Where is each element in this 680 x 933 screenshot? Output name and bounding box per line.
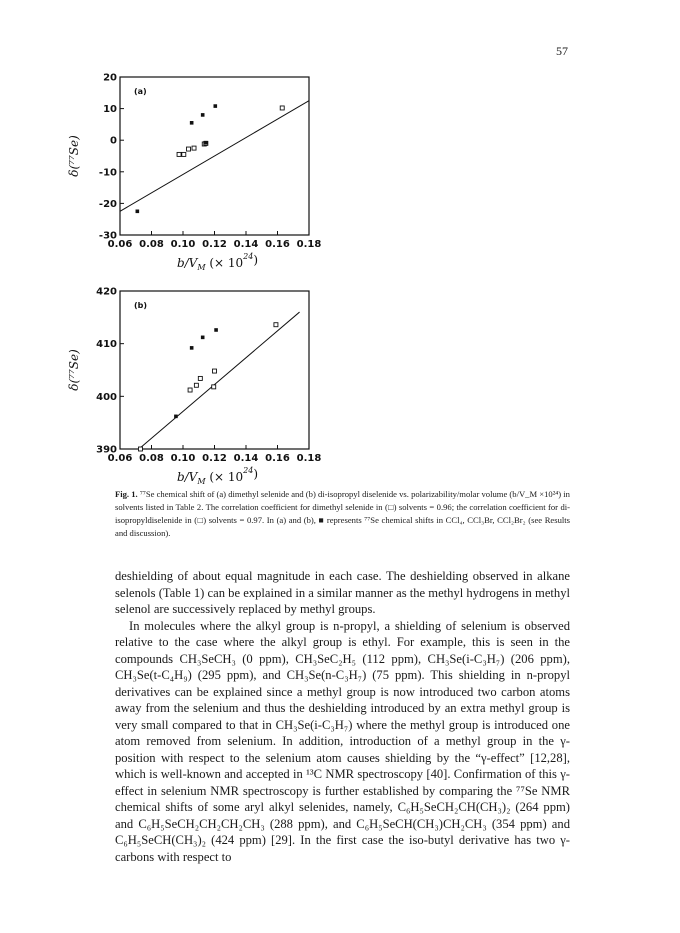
filled-point [214,328,218,332]
filled-point [190,346,194,350]
x-axis-label [177,252,258,272]
x-tick-label: 0.08 [139,453,164,464]
filled-point [213,104,217,108]
y-tick-label: 0 [110,135,117,147]
y-tick-label: -20 [98,198,117,210]
filled-point [204,141,208,145]
filled-point [136,210,140,214]
filled-point [190,121,194,125]
x-axis-label [177,466,258,486]
x-tick-label: 0.16 [265,453,290,464]
x-tick-label: 0.08 [139,239,164,250]
open-square-point [280,106,284,110]
x-axis-label-part: M [197,477,206,486]
panel-label: (b) [134,301,148,310]
y-axis-label: δ(⁷⁷Se) [67,349,81,391]
open-square-point [213,369,217,373]
panel-label: (a) [134,87,147,96]
open-square-point [182,152,186,156]
body-text [115,568,570,865]
x-axis-label-part: M [197,263,206,272]
y-tick-label: 20 [103,72,117,84]
y-tick-label: 410 [96,339,117,351]
x-axis-label-part: 24 [243,252,254,261]
open-square-point [212,385,216,389]
open-square-point [177,152,181,156]
x-tick-label: 0.10 [170,239,196,250]
page-number: 57 [556,44,568,58]
x-axis-label-part: b/V [176,470,198,484]
y-tick-label: 390 [96,444,117,456]
paragraph: deshielding of about equal magnitude in each case. The deshielding observed in alkane selenols (Table 1) can be explained in a similar manner as the methyl hydrogens in methyl selenol are successively replaced by methyl groups. [115,569,570,616]
y-tick-label: 10 [103,104,117,116]
open-square-point [274,323,278,327]
figure-1a-scatter-plot [0,60,680,272]
open-square-point [187,147,191,151]
figure-1b-scatter-plot [0,274,680,486]
x-tick-label: 0.16 [265,239,290,250]
x-axis-label-part: ) [253,467,259,481]
x-tick-label: 0.06 [107,239,133,250]
open-square-point [188,388,192,392]
y-tick-label: 400 [96,391,117,403]
regression-line [120,101,309,212]
x-axis-label-part: (× 10 [205,470,244,484]
caption-text: ⁷⁷Se chemical shift of (a) dimethyl selenide and (b) di-isopropyl diselenide vs. polarizability/molar volume (b/V_M ×10²⁴) in solvents listed in Table 2. The correlation coefficient for dimethyl selenide in (□) solvents = 0.96; the correlation coefficient for di-isopropyldiselenide in (□) solvents = 0.97. In (a) and (b), ■ represents ⁷⁷Se chemical shifts in CCl₄, CCl₃Br, CCl₂Br₂ (see Results and discussion). [115,489,570,538]
filled-point [201,336,205,340]
y-tick-label: -10 [98,167,117,179]
x-axis-label-part: (× 10 [205,256,244,270]
regression-line [139,312,300,449]
open-square-point [138,447,142,451]
x-axis-label-part: ) [253,253,259,267]
caption-label: Fig. 1. [115,489,138,499]
x-tick-label: 0.12 [202,239,227,250]
filled-point [201,113,205,117]
y-tick-label: -30 [98,230,117,242]
open-square-point [198,376,202,380]
filled-point [174,415,178,419]
x-tick-label: 0.18 [296,239,322,250]
x-tick-label: 0.12 [202,453,227,464]
x-tick-label: 0.18 [296,453,322,464]
x-axis-label-part: b/V [176,256,198,270]
figure-caption [115,488,570,540]
paragraph: In molecules where the alkyl group is n-propyl, a shielding of selenium is observed relative to the case where the alkyl group is ethyl. For example, this is seen in the compounds CH₃SeCH₃ (0 ppm), CH₃SeC₂H₅ (112 ppm), CH₃Se(i-C₃H₇) (206 ppm), CH₃Se(t-C₄H₉) (295 ppm), and CH₃Se(n-C₃H₇) (75 ppm). This shielding in n-propyl derivatives can be explained since a methyl group is now introduced two carbon atoms away from the selenium and thus the deshielding introduced by an extra methyl group is very small compared to that in CH₃Se(i-C₃H₇) where the methyl group is introduced one atom removed from selenium. In addition, introduction of a methyl group in the γ-position with respect to the selenium atom causes shielding by the “γ-effect” [12,28], which is well-known and accepted in ¹³C NMR spectroscopy [40]. Confirmation of this γ-effect in selenium NMR spectroscopy is further established by comparing the ⁷⁷Se NMR chemical shifts of some aryl alkyl selenides, namely, C₆H₅SeCH₂CH(CH₃)₂ (264 ppm) and C₆H₅SeCH₂CH₂CH₂CH₃ (288 ppm), and C₆H₅SeCH(CH₃)CH₂CH₃ (354 ppm) and C₆H₅SeCH(CH₃)₂ (424 ppm) [29]. In the first case the iso-butyl derivative has two γ-carbons with respect to [115,618,570,864]
x-axis-label-part: 24 [243,466,254,475]
y-tick-label: 420 [96,286,117,298]
open-square-point [194,383,198,387]
y-axis-label: δ(⁷⁷Se) [67,135,81,177]
x-tick-label: 0.14 [233,453,259,464]
open-square-point [192,146,196,150]
x-tick-label: 0.10 [170,453,196,464]
x-tick-label: 0.06 [107,453,133,464]
x-tick-label: 0.14 [233,239,259,250]
